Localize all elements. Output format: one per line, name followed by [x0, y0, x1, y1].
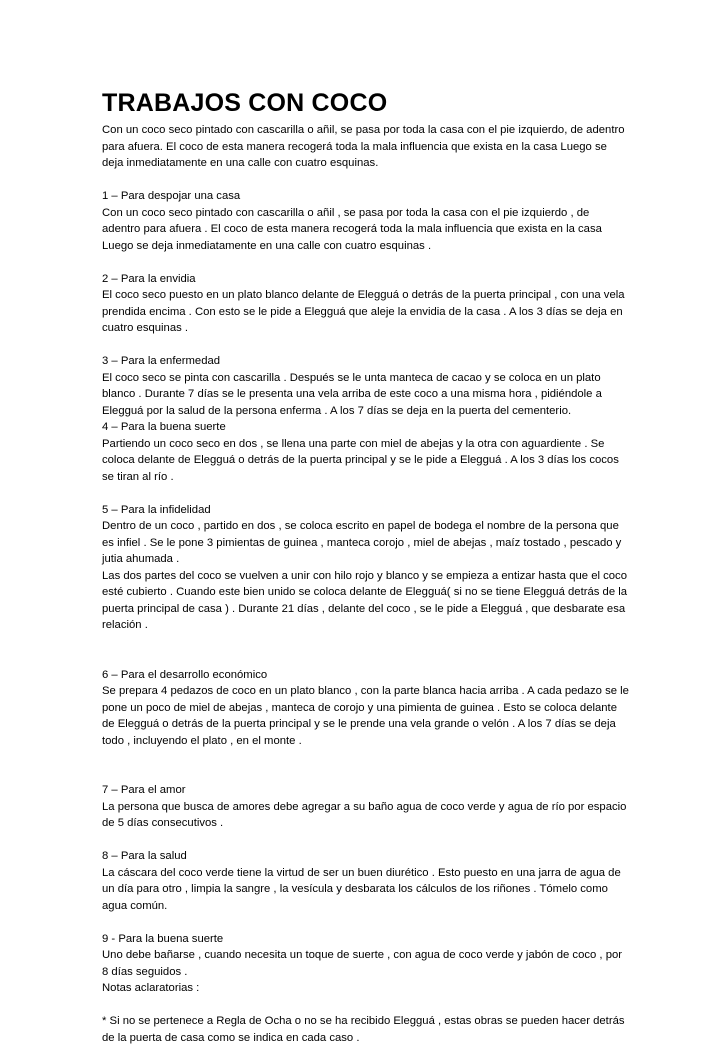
section-3-body: El coco seco se pinta con cascarilla . Después se le unta manteca de cacao y se coloca en un plato blanco . Durante 7 días se le presenta una vela arriba de este coco a una misma hora , pidiéndole a Elegguá por la salud de la persona enferma . A los 7 días se deja en la puerta del cementerio.	[102, 371, 602, 417]
document-page	[102, 88, 630, 1046]
section-9-body: Uno debe bañarse , cuando necesita un toque de suerte , con agua de coco verde y jabón de coco , por 8 días seguidos .	[102, 949, 623, 978]
section-8-body: La cáscara del coco verde tiene la virtud de ser un buen diurético . Esto puesto en una jarra de agua de un día para otro , limpia la sangre , la vesícula y desbarata los cálculos de los riñones . Tómelo como agua común.	[102, 866, 621, 912]
section-5-body-continued: Las dos partes del coco se vuelven a unir con hilo rojo y blanco y se empieza a entizar hasta que el coco esté cubierto . Cuando este bien unido se coloca delante de Elegguá( si no se tiene Elegguá detrás de la puerta principal de casa ) . Durante 21 días , delante del coco , se le pide a Elegguá , que desbarate esa relación .	[102, 569, 628, 631]
spacer	[102, 172, 630, 189]
spacer	[102, 634, 630, 667]
section-9-heading: 9 - Para la buena suerte	[102, 932, 224, 945]
section-3-heading: 3 – Para la enfermedad	[102, 355, 221, 367]
section-6-heading: 6 – Para el desarrollo económico	[102, 668, 268, 681]
spacer	[102, 832, 630, 849]
intro-paragraph: Con un coco seco pintado con cascarilla o añil, se pasa por toda la casa con el pie izquierdo, de adentro para afuera. El coco de esta manera recogerá toda la mala influencia que exista en la casa Luego se deja inmediatamente en una calle con cuatro esquinas.	[102, 124, 625, 169]
section-6-body: Se prepara 4 pedazos de coco en un plato blanco , con la parte blanca hacia arriba . A cada pedazo se le pone un poco de miel de abejas , manteca de corojo y una pimienta de guinea . Esto se coloca delante de Elegguá o detrás de la puerta principal y se le prende una vela grande o velón . A los 7 días se deja todo , incluyendo el plato , en el monte .	[102, 685, 629, 747]
spacer	[102, 997, 630, 1014]
section-1-heading: 1 – Para despojar una casa	[102, 190, 241, 202]
document-title: TRABAJOS CON COCO	[102, 89, 388, 117]
spacer	[102, 749, 630, 782]
section-4-heading: 4 – Para la buena suerte	[102, 421, 226, 433]
section-5-body: Dentro de un coco , partido en dos , se coloca escrito en papel de bodega el nombre de la persona que es infiel . Se le pone 3 pimientas de guinea , manteca corojo , miel de abejas , maíz tostado , pescado y jutia ahumada .	[102, 520, 622, 565]
section-7-heading: 7 – Para el amor	[102, 784, 186, 796]
spacer	[102, 914, 630, 931]
spacer	[102, 254, 630, 271]
section-5-heading: 5 – Para la infidelidad	[102, 503, 211, 516]
section-7-body: La persona que busca de amores debe agregar a su baño agua de coco verde y agua de río por espacio de 5 días consecutivos .	[102, 800, 627, 829]
section-8-heading: 8 – Para la salud	[102, 850, 187, 862]
section-2-body: El coco seco puesto en un plato blanco delante de Elegguá o detrás de la puerta principal , con una vela prendida encima . Con esto se le pide a Elegguá que aleje la envidia de la casa . A los 3 días se deja en cuatro esquinas .	[102, 289, 625, 334]
spacer	[102, 337, 630, 354]
section-1-body: Con un coco seco pintado con cascarilla o añil , se pasa por toda la casa con el pie izquierdo , de adentro para afuera . El coco de esta manera recogerá toda la mala influencia que exista en la casa Luego se deja inmediatamente en una calle con cuatro esquinas .	[102, 206, 602, 252]
notes-heading: Notas aclaratorias :	[102, 982, 200, 994]
section-2-heading: 2 – Para la envidia	[102, 272, 196, 285]
section-4-body: Partiendo un coco seco en dos , se llena una parte con miel de abejas y la otra con aguardiente . Se coloca delante de Elegguá o detrás de la puerta principal y se le pide a Elegguá . A los 3 días los cocos se tiran al río .	[102, 437, 619, 483]
spacer	[102, 485, 630, 502]
note-paragraph: * Si no se pertenece a Regla de Ocha o no se ha recibido Elegguá , estas obras se pueden hacer detrás de la puerta de casa como se indica en cada caso .	[102, 1015, 625, 1044]
